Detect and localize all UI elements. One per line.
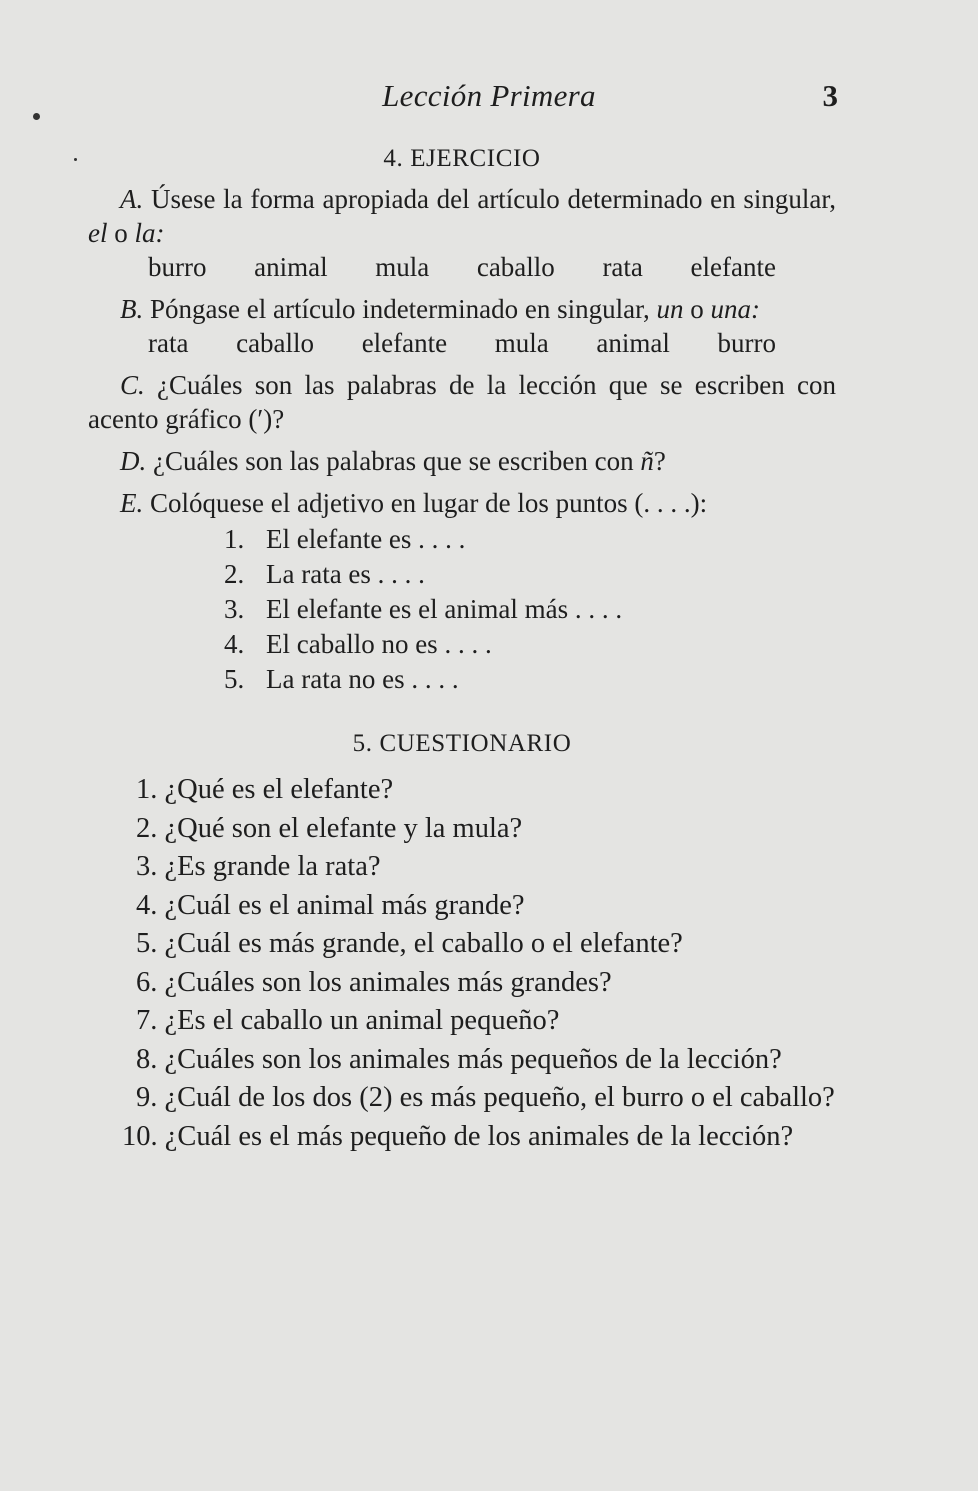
page-content — [88, 142, 836, 1156]
word: rata — [148, 328, 189, 358]
list-item: 2. La rata es . . . . — [224, 559, 425, 589]
exercise-text: ? — [653, 446, 666, 476]
list-item: 5. La rata no es . . . . — [224, 664, 459, 694]
letter-enye: ñ — [640, 446, 654, 476]
ejercicio-heading: 4. EJERCICIO — [383, 145, 541, 172]
article-el: el — [88, 218, 108, 248]
question-item: 6. ¿Cuáles son los animales más grandes? — [136, 966, 612, 998]
exercise-e — [88, 486, 836, 520]
article-una: una: — [710, 294, 761, 324]
word: caballo — [476, 252, 555, 282]
exercise-text: ¿Cuáles son las palabras que se escriben con — [146, 446, 641, 476]
article-la: la: — [134, 218, 165, 248]
exercise-letter: D. — [120, 446, 147, 476]
question-item: 1. ¿Qué es el elefante? — [136, 774, 394, 805]
exercise-text: Úsese la forma apropiada del artículo determinado en singular, — [143, 184, 836, 214]
word: rata — [602, 252, 643, 282]
question-item: 8. ¿Cuáles son los animales más pequeños de la lección? — [136, 1043, 782, 1075]
exercise-letter: B. — [120, 294, 144, 324]
question-item: 5. ¿Cuál es más grande, el caballo o el elefante? — [136, 928, 683, 959]
question-item: 2. ¿Qué son el elefante y la mula? — [136, 812, 523, 844]
cuestionario-heading: 5. CUESTIONARIO — [352, 730, 572, 757]
sentence-list — [224, 522, 836, 697]
article-un: un — [656, 294, 684, 324]
word: animal — [596, 328, 670, 358]
exercise-c — [88, 368, 836, 436]
exercise-letter: C. — [120, 370, 145, 400]
exercise-text: Póngase el artículo indeterminado en singular, — [143, 294, 657, 324]
list-item: 3. El elefante es el animal más . . . . — [224, 594, 623, 624]
word-list-a — [88, 250, 776, 284]
word: burro — [148, 252, 207, 282]
exercise-d — [88, 444, 836, 478]
question-item: 4. ¿Cuál es el animal más grande? — [136, 889, 525, 921]
list-item: 1. El elefante es . . . . — [224, 524, 466, 554]
question-item: 3. ¿Es grande la rata? — [136, 851, 381, 882]
word: burro — [717, 328, 776, 358]
exercise-text: Colóquese el adjetivo en lugar de los puntos (. . . .): — [143, 488, 708, 518]
margin-speck — [74, 158, 77, 161]
running-title: Lección Primera — [382, 78, 596, 113]
question-list — [88, 771, 836, 1156]
exercise-a — [88, 182, 836, 250]
question-item: 10. ¿Cuál es el más pequeño de los animales de la lección? — [122, 1120, 794, 1152]
question-item: 9. ¿Cuál de los dos (2) es más pequeño, el burro o el caballo? — [136, 1082, 835, 1113]
word-list-b — [88, 326, 776, 360]
exercise-letter: A. — [120, 184, 144, 214]
word: caballo — [236, 328, 315, 358]
page-number: 3 — [822, 78, 838, 113]
question-item: 7. ¿Es el caballo un animal pequeño? — [136, 1005, 560, 1036]
exercise-text: ¿Cuáles son las palabras de la lección que se escriben con acento gráfico (′)? — [88, 370, 836, 434]
conjunction: o — [683, 294, 711, 324]
conjunction: o — [107, 218, 135, 248]
word: mula — [494, 328, 549, 358]
exercise-letter: E. — [120, 488, 144, 518]
word: mula — [375, 252, 430, 282]
word: elefante — [690, 252, 776, 282]
word: animal — [254, 252, 328, 282]
page-header — [0, 78, 978, 118]
exercise-b — [88, 292, 836, 326]
list-item: 4. El caballo no es . . . . — [224, 629, 492, 659]
word: elefante — [361, 328, 448, 358]
